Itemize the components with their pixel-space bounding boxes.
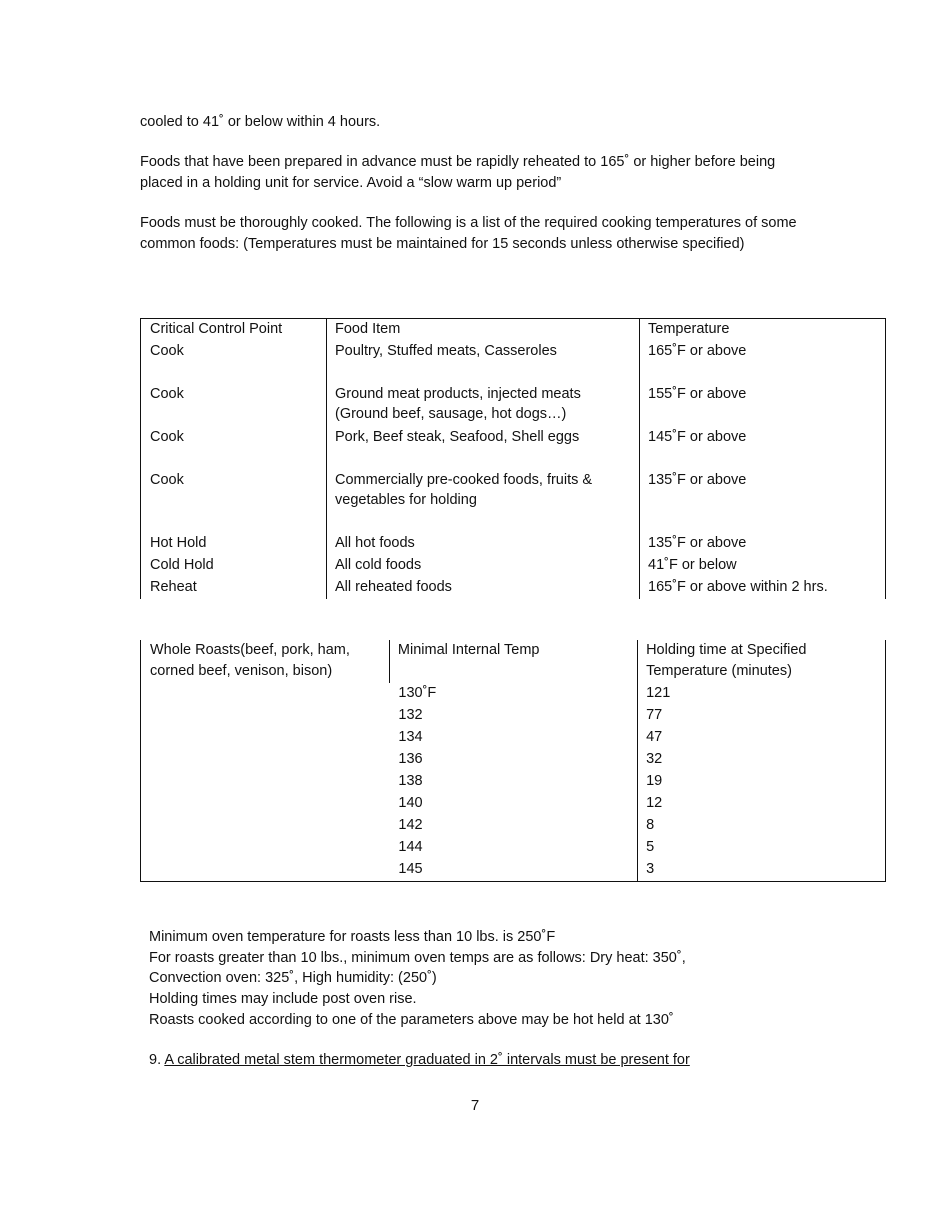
table-row (141, 555, 886, 577)
temp-cell: 165˚F or above (640, 341, 886, 384)
roast-table (140, 640, 886, 882)
minutes-cell: 47 (638, 727, 886, 749)
ccp-cell: Cook (150, 342, 184, 359)
header-holding-time: Holding time at Specified Temperature (minutes) (638, 640, 886, 683)
food-cell: Poultry, Stuffed meats, Casseroles (327, 341, 640, 384)
minutes-cell: 19 (638, 771, 886, 793)
ccp-cell: Cook (150, 428, 184, 445)
header-whole-roasts: Whole Roasts(beef, pork, ham, corned beef, venison, bison) (150, 642, 350, 679)
header-food-item: Food Item (327, 319, 640, 341)
food-cell: Ground meat products, injected meats (Ground beef, sausage, hot dogs…) (327, 384, 640, 427)
food-cell: Commercially pre-cooked foods, fruits & vegetables for holding (327, 470, 640, 533)
paragraph-cooling: cooled to 41˚ or below within 4 hours. (140, 114, 381, 130)
note-line: Convection oven: 325˚, High humidity: (250˚) (149, 970, 437, 987)
table-row (141, 427, 886, 470)
minutes-cell: 32 (638, 749, 886, 771)
table-header-row (141, 319, 886, 341)
minutes-cell: 77 (638, 705, 886, 727)
roast-notes (149, 927, 849, 1031)
ccp-cell: Cook (150, 385, 184, 402)
temp-cell: 132 (398, 707, 423, 723)
paragraph-cook-temps: Foods must be thoroughly cooked. The following is a list of the required cooking temperatures of some common foods: (Temperatures must be maintained for 15 seconds unless otherwise specified) (140, 215, 797, 252)
ccp-table (140, 318, 886, 599)
page-number: 7 (470, 1097, 480, 1114)
temp-cell: 145˚F or above (640, 427, 886, 470)
item-9 (149, 1052, 690, 1068)
temp-cell: 136 (398, 751, 423, 767)
food-cell: All hot foods (327, 533, 640, 555)
temp-cell: 140 (398, 795, 423, 811)
ccp-cell: Cook (150, 471, 184, 488)
header-minimal-internal-temp: Minimal Internal Temp (389, 640, 637, 683)
temp-cell: 41˚F or below (640, 555, 886, 577)
header-critical-control-point: Critical Control Point (150, 321, 283, 337)
temp-cell: 145 (398, 861, 423, 877)
temp-cell: 135˚F or above (640, 470, 886, 533)
item-9-number: 9. (149, 1052, 162, 1068)
temp-cell: 155˚F or above (640, 384, 886, 427)
table-row (141, 384, 886, 427)
temp-cell: 142 (398, 817, 423, 833)
temp-cell: 165˚F or above within 2 hrs. (640, 577, 886, 599)
temp-cell: 144 (398, 839, 423, 855)
note-line: Roasts cooked according to one of the parameters above may be hot held at 130˚ (149, 1011, 674, 1028)
note-line: For roasts greater than 10 lbs., minimum oven temps are as follows: Dry heat: 350˚, (149, 949, 686, 966)
table-header-row (141, 640, 886, 683)
temp-cell: 134 (398, 729, 423, 745)
paragraph-reheat: Foods that have been prepared in advance must be rapidly reheated to 165˚ or higher before being placed in a holding unit for service. Avoid a “slow warm up period” (140, 154, 776, 191)
table-row (141, 577, 886, 599)
ccp-cell: Hot Hold (150, 534, 207, 551)
table-row (141, 533, 886, 555)
minutes-cell: 3 (638, 859, 886, 881)
note-line: Minimum oven temperature for roasts less than 10 lbs. is 250˚F (149, 929, 556, 945)
header-temperature: Temperature (640, 319, 886, 341)
food-cell: All cold foods (327, 555, 640, 577)
food-cell: Pork, Beef steak, Seafood, Shell eggs (327, 427, 640, 470)
temp-cell: 130˚F (398, 685, 437, 701)
item-9-text: A calibrated metal stem thermometer graduated in 2˚ intervals must be present for (164, 1052, 690, 1068)
minutes-cell: 121 (638, 683, 886, 705)
food-cell: All reheated foods (327, 577, 640, 599)
temp-cell: 135˚F or above (640, 533, 886, 555)
ccp-cell: Reheat (150, 578, 197, 595)
temp-cell: 138 (398, 773, 423, 789)
note-line: Holding times may include post oven rise. (149, 991, 417, 1008)
table-row (141, 470, 886, 533)
minutes-cell: 5 (638, 837, 886, 859)
table-row (141, 341, 886, 384)
ccp-cell: Cold Hold (150, 556, 214, 573)
minutes-cell: 12 (638, 793, 886, 815)
minutes-cell: 8 (638, 815, 886, 837)
